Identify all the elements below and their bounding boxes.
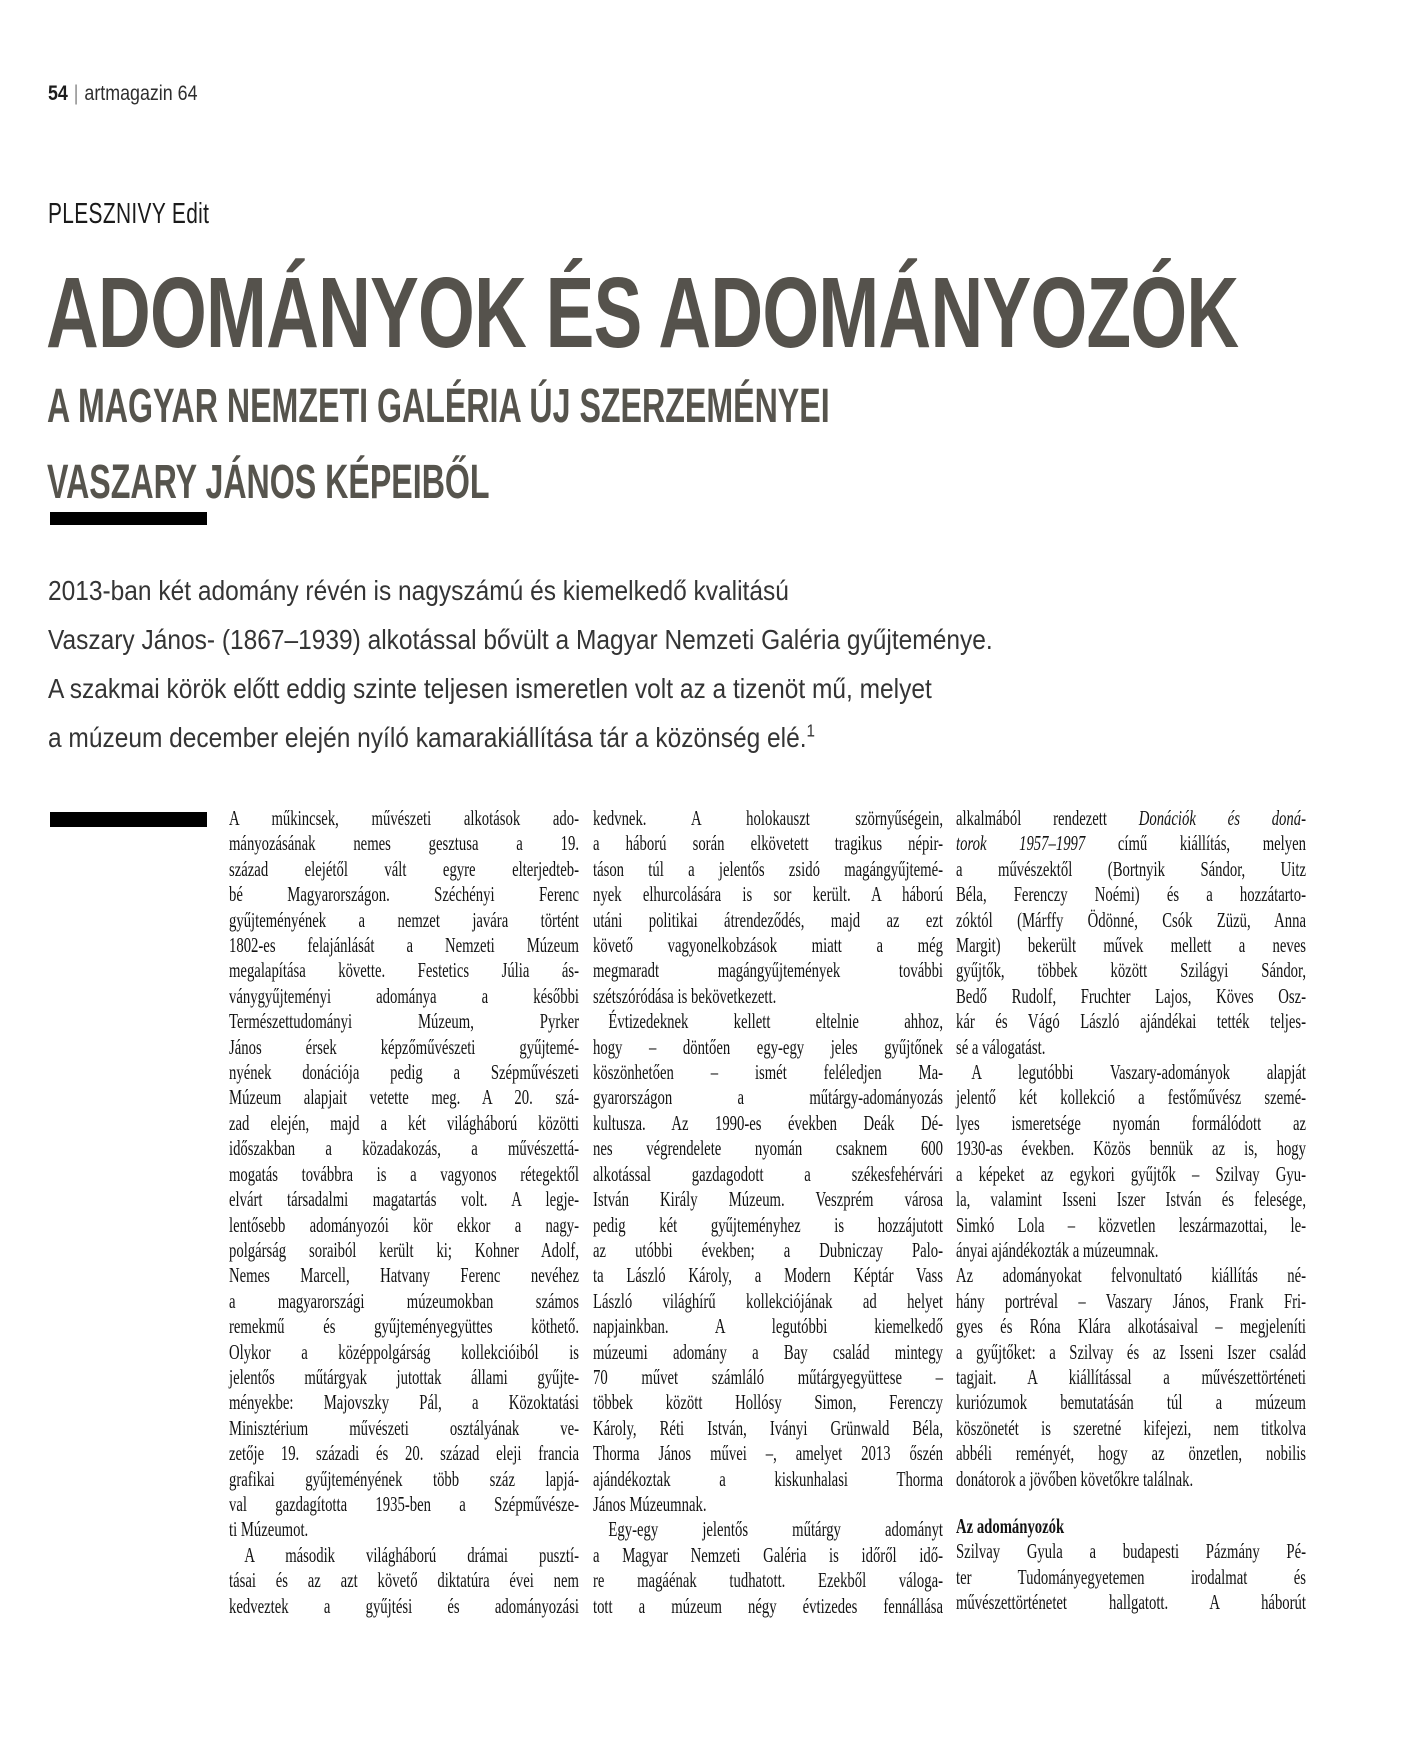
text-line: zetője 19. századi és 20. század eleji francia [229,1441,579,1466]
text-line: val gazdagította 1935-ben a Szépművésze- [229,1491,579,1516]
text-line: remekmű és gyűjteményegyüttes köthető. [229,1314,579,1339]
text-line: múzeumi adomány a Bay család mintegy [593,1339,943,1364]
text-line: megmaradt magángyűjtemények további [593,958,943,983]
text-line: gyűjtők, többek között Szilágyi Sándor, [956,958,1306,983]
text-line: szétszóródása is bekövetkezett. [593,983,777,1008]
text-line: alkotással gazdagodott a székesfehérvári [593,1161,943,1186]
text-line: köszönetét is szeretné kifejezi, nem titkolva [956,1415,1306,1440]
text-line: hány portréval – Vaszary János, Frank Fri- [956,1288,1306,1313]
text-line: 1930-as években. Közös bennük az is, hogy [956,1136,1306,1161]
magazine-title: artmagazin 64 [84,82,198,105]
text-line: donátorok a jövőben követőkre találnak. [956,1466,1194,1491]
text-line: ti Múzeumot. [229,1517,309,1542]
text-line: A szakmai körök előtt eddig szinte teljesen ismeretlen volt az a tizenöt mű, melyet [48,673,932,704]
text-line: ményekbe: Majovszky Pál, a Közoktatási [229,1390,579,1415]
text-line: nyének donációja pedig a Szépművészeti [229,1060,579,1085]
text-line: a háború során elkövetett tragikus népir- [593,831,943,856]
text-line: Margit) bekerült művek mellett a neves [956,933,1306,958]
title-accent-bar [50,512,207,525]
header-separator: | [73,82,79,105]
paragraph-spacer [956,1492,1306,1514]
text-line: gyűjteményének a nemzet javára történt [229,907,579,932]
text-line: János Múzeumnak. [593,1491,707,1516]
text-line: ta László Károly, a Modern Képtár Vass [593,1263,943,1288]
text-line: köszönhetően – ismét feléledjen Ma- [593,1060,943,1085]
text-line: időszakban a közadakozás, a művészettá- [229,1136,579,1161]
text-line: jelentő két kollekció a festőművész szemé- [956,1085,1306,1110]
text-line: A második világháború drámai pusztí- [244,1542,579,1567]
text-line: gyes és Róna Klára alkotásaival – megjeleníti [956,1314,1306,1339]
text-line: A legutóbbi Vaszary-adományok alapját [971,1060,1306,1085]
text-line: kultusza. Az 1990-es években Deák Dé- [593,1110,943,1135]
text-line: István Király Múzeum. Veszprém városa [593,1187,943,1212]
text-line: elvárt társadalmi magatartás volt. A legje- [229,1187,579,1212]
text-line: lyes ismeretsége nyomán formálódott az [956,1110,1306,1135]
text-line: re magáénak tudhatott. Ezekből váloga- [593,1568,943,1593]
text-line: Thorma János művei –, amelyet 2013 őszén [593,1441,943,1466]
article-title: ADOMÁNYOK ÉS ADOMÁNYOZÓK [46,257,1239,369]
page-header [48,82,198,105]
text-line: Simkó Lola – közvetlen leszármazottai, le- [956,1212,1306,1237]
text-line: hogy – döntően egy-egy jeles gyűjtőnek [593,1034,943,1059]
text-line: a művészektől (Bortnyik Sándor, Uitz [956,856,1306,881]
text-line: század elejétől vált egyre elterjedteb- [229,856,579,881]
lead-paragraph [48,566,993,762]
text-line: táson túl a jelentős zsidó magángyűjtemé- [593,856,943,881]
text-line: tott a múzeum négy évtizedes fennállása [593,1593,943,1618]
text-line: mogatás továbbra is a vagyonos rétegektől [229,1161,579,1186]
text-line: mányozásának nemes gesztusa a 19. [229,831,579,856]
text-line: utáni politikai átrendeződés, majd az ezt [593,907,943,932]
body-column-3 [956,806,1306,1616]
article-subtitle-line1: A MAGYAR NEMZETI GALÉRIA ÚJ SZERZEMÉNYEI [47,380,830,433]
text-line: kuriózumok bemutatásán túl a múzeum [956,1390,1306,1415]
article-subtitle-line2: VASZARY JÁNOS KÉPEIBŐL [47,456,490,509]
text-line: Szilvay Gyula a budapesti Pázmány Pé- [956,1539,1306,1564]
text-line: 2013-ban két adomány révén is nagyszámú és kiemelkedő kvalitású [48,575,789,606]
text-line: polgárság soraiból került ki; Kohner Adolf, [229,1237,579,1262]
text-line: kedvnek. A holokauszt szörnyűségein, [593,806,943,830]
text-line: Bedő Rudolf, Fruchter Lajos, Köves Osz- [956,983,1306,1008]
text-line: Múzeum alapjait vetette meg. A 20. szá- [229,1085,579,1110]
author-kicker: PLESZNIVY Edit [48,198,210,230]
text-line: János érsek képzőművészeti gyűjtemé- [229,1034,579,1059]
text-line: 1802-es felajánlását a Nemzeti Múzeum [229,933,579,958]
text-line: kedveztek a gyűjtési és adományozási [229,1593,579,1618]
text-line: a Magyar Nemzeti Galéria is időről idő- [593,1542,943,1567]
text-line: abbéli reményét, hogy az önzetlen, nobilis [956,1441,1306,1466]
body-subheading: Az adományozók [956,1513,1065,1538]
text-line: A műkincsek, művészeti alkotások ado- [229,806,579,830]
text-line: torok 1957–1997 című kiállítás, melyen [956,831,1306,856]
text-line: nes végrendelete nyomán csaknem 600 [593,1136,943,1161]
text-line: Természettudományi Múzeum, Pyrker [229,1009,579,1034]
text-line: a gyűjtőket: a Szilvay és az Isseni Iszer család [956,1339,1306,1364]
text-line: Nemes Marcell, Hatvany Ferenc nevéhez [229,1263,579,1288]
footnote-marker: 1 [806,720,815,741]
text-line: nyek elhurcolására is sor került. A háború [593,882,943,907]
text-line: sé a válogatást. [956,1034,1046,1059]
text-line: Egy-egy jelentős műtárgy adományt [608,1517,943,1542]
text-line: az utóbbi években; a Dubniczay Palo- [593,1237,943,1262]
page-number: 54 [48,82,68,105]
text-line: pedig két gyűjteményhez is hozzájutott [593,1212,943,1237]
text-line: tásai és az azt követő diktatúra évei nem [229,1568,579,1593]
text-line: grafikai gyűjteményének több száz lapjá- [229,1466,579,1491]
text-line: Olykor a középpolgárság kollekcióiból is [229,1339,579,1364]
text-line: alkalmából rendezett Donációk és doná- [956,806,1306,830]
text-line: bé Magyarországon. Széchényi Ferenc [229,882,579,907]
text-line: zóktól (Márffy Ödönné, Csók Züzü, Anna [956,907,1306,932]
text-line: Évtizedeknek kellett eltelnie ahhoz, [608,1009,943,1034]
text-line: többek között Hollósy Simon, Ferenczy [593,1390,943,1415]
text-line: lentősebb adományozói kör ekkor a nagy- [229,1212,579,1237]
text-line: Az adományokat felvonultató kiállítás né- [956,1263,1306,1288]
body-start-marker-bar [50,812,207,827]
text-line: művészettörténetet hallgatott. A háborút [956,1590,1306,1615]
text-line: László világhírű kollekciójának ad helyet [593,1288,943,1313]
text-line: ter Tudományegyetemen irodalmat és [956,1564,1306,1589]
text-line: megalapítása követte. Festetics Júlia ás- [229,958,579,983]
text-line: la, valamint Isseni Iszer István és felesége, [956,1187,1306,1212]
body-column-2 [593,806,943,1619]
text-line: gyarországon a műtárgy-adományozás [593,1085,943,1110]
text-line: a magyarországi múzeumokban számos [229,1288,579,1313]
text-line: 70 művet számláló műtárgyegyüttese – [593,1364,943,1389]
text-line: Minisztérium művészeti osztályának ve- [229,1415,579,1440]
text-line: Béla, Ferenczy Noémi) és a hozzátarto- [956,882,1306,907]
text-line: a képeket az egykori gyűjtők – Szilvay Gyu- [956,1161,1306,1186]
text-line: ányai ajándékozták a múzeumnak. [956,1237,1159,1262]
text-line: a múzeum december elején nyíló kamarakiállítása tár a közönség elé.$^1$ [48,720,815,753]
text-line: követő vagyonelkobzások miatt a még [593,933,943,958]
text-line: tagjait. A kiállítással a művészettörténeti [956,1364,1306,1389]
text-line: napjainkban. A legutóbbi kiemelkedő [593,1314,943,1339]
text-line: ajándékoztak a kiskunhalasi Thorma [593,1466,943,1491]
text-line: jelentős műtárgyak jutottak állami gyűjte- [229,1364,579,1389]
text-line: Vaszary János- (1867–1939) alkotással bővült a Magyar Nemzeti Galéria gyűjteménye. [48,624,993,655]
text-line: zad elején, majd a két világháború közötti [229,1110,579,1135]
text-line: Károly, Réti István, Iványi Grünwald Béla, [593,1415,943,1440]
text-line: ványgyűjteményi adománya a későbbi [229,983,579,1008]
body-column-1 [229,806,579,1619]
text-line: kár és Vágó László ajándékai tették teljes- [956,1009,1306,1034]
